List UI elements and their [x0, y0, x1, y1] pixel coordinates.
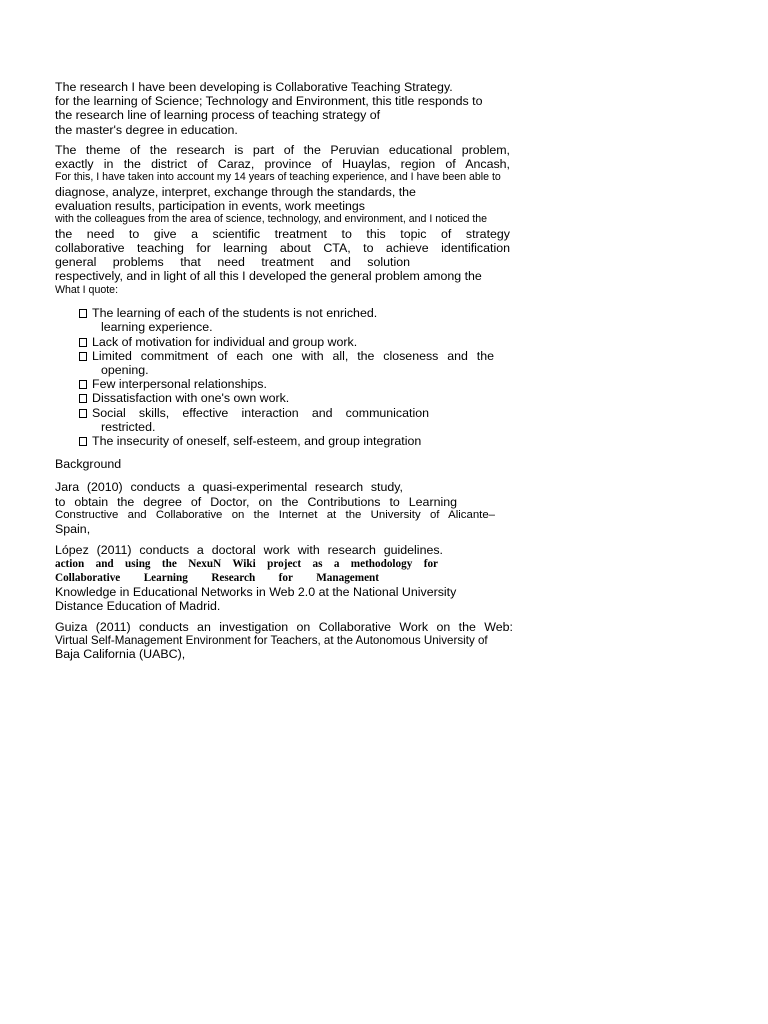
list-item: The learning of each of the students is not enriched. learning experience.: [79, 306, 510, 334]
text-line: Guiza (2011) conducts an investigation on Collaborative Work on the Web:: [55, 619, 513, 634]
checkbox-glyph-icon: [79, 352, 87, 361]
checkbox-glyph-icon: [79, 380, 87, 389]
list-item: The insecurity of oneself, self-esteem, and group integration: [79, 434, 510, 448]
text-line: Baja California (UABC),: [55, 647, 186, 662]
text-line: evaluation results, participation in events, work meetings: [55, 199, 365, 214]
jara-paragraph: [55, 480, 510, 536]
list-item: Social skills, effective interaction and communication restricted.: [79, 406, 510, 434]
text-line: the master's degree in education.: [55, 122, 238, 137]
text-line: to obtain the degree of Doctor, on the Contributions to Learning: [55, 494, 457, 509]
checkbox-glyph-icon: [79, 409, 87, 418]
checkbox-glyph-icon: [79, 309, 87, 318]
text-line: collaborative teaching for learning about CTA, to achieve identification: [55, 241, 510, 256]
text-line: for the learning of Science; Technology and Environment, this title responds to: [55, 94, 483, 109]
document-page: [55, 80, 513, 662]
checkbox-glyph-icon: [79, 437, 87, 446]
text-line: The theme of the research is part of the Peruvian educational problem,: [55, 142, 510, 157]
text-line: the need to give a scientific treatment to this topic of strategy: [55, 226, 510, 241]
list-item: Few interpersonal relationships.: [79, 377, 510, 391]
text-line: Spain,: [55, 522, 91, 537]
checkbox-glyph-icon: [79, 338, 87, 347]
bullet-list: [79, 306, 510, 448]
text-line: exactly in the district of Caraz, province of Huaylas, region of Ancash,: [55, 157, 510, 172]
text-line: action and using the NexuN Wiki project as a methodology for: [55, 557, 438, 570]
text-line: diagnose, analyze, interpret, exchange through the standards, the: [55, 184, 416, 199]
checkbox-glyph-icon: [79, 394, 87, 403]
text-line: Knowledge in Educational Networks in Web 2.0 at the National University: [55, 585, 457, 600]
text-line: general problems that need treatment and solution: [55, 255, 410, 270]
guiza-paragraph: [55, 619, 513, 662]
intro-paragraph: [55, 80, 510, 137]
list-item: Dissatisfaction with one's own work.: [79, 391, 510, 405]
text-line: Virtual Self-Management Environment for Teachers, at the Autonomous University of: [55, 633, 488, 647]
lopez-paragraph: [55, 543, 510, 614]
text-line: with the colleagues from the area of science, technology, and environment, and I noticed the: [55, 213, 488, 226]
text-line: Distance Education of Madrid.: [55, 599, 221, 614]
text-line: What I quote:: [55, 283, 119, 296]
text-line: Constructive and Collaborative on the Internet at the University of Alicante–: [55, 508, 495, 521]
text-line: For this, I have taken into account my 14 years of teaching experience, and I have been able to: [55, 171, 501, 184]
section-heading: Background: [55, 457, 122, 472]
text-line: respectively, and in light of all this I developed the general problem among the: [55, 269, 482, 284]
text-line: the research line of learning process of teaching strategy of: [55, 108, 381, 123]
theme-paragraph: [55, 143, 510, 297]
list-item: Limited commitment of each one with all, the closeness and the opening.: [79, 349, 510, 377]
text-line: Jara (2010) conducts a quasi-experimental research study,: [55, 480, 403, 495]
text-line: López (2011) conducts a doctoral work with research guidelines.: [55, 542, 443, 557]
text-line: Collaborative Learning Research for Management: [55, 572, 379, 585]
list-item: Lack of motivation for individual and group work.: [79, 335, 510, 349]
text-line: The research I have been developing is Collaborative Teaching Strategy.: [55, 80, 453, 94]
